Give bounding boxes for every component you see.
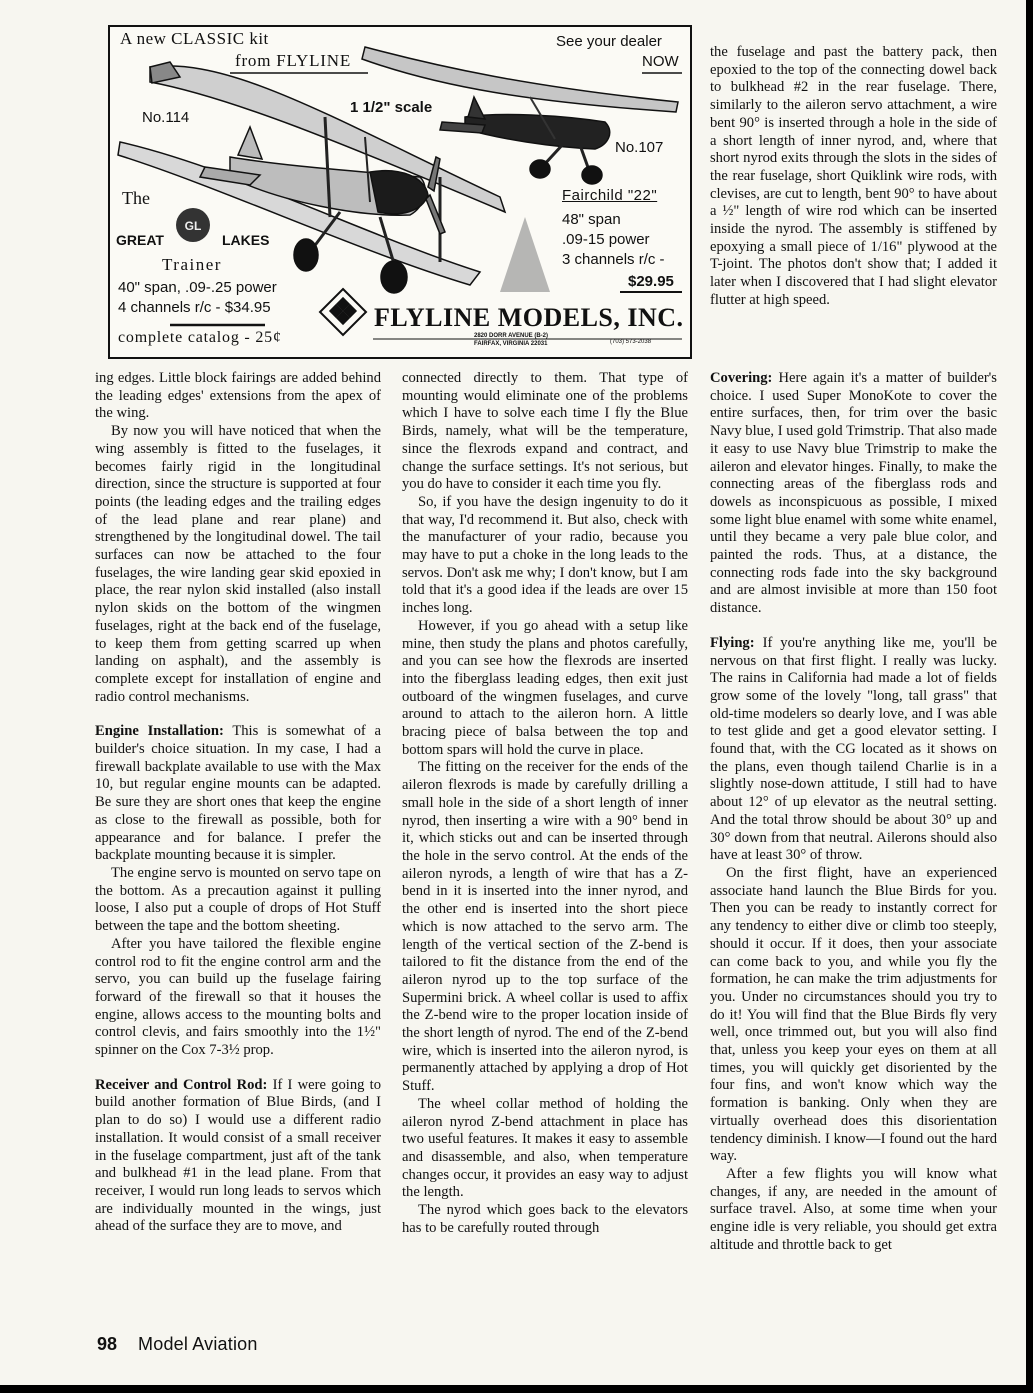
ad-trainer-text: Trainer bbox=[162, 255, 222, 274]
ad-great-lakes-price-text: 4 channels r/c - $34.95 bbox=[118, 299, 271, 316]
paragraph-text: Here again it's a matter of builder's choice. I used Super MonoKote to cover the entire surfaces, then, for trim over the basic Navy blue, I used gold Trimstrip. That also made it easy to use Navy blue Trimstrip to make the aileron and elevator hinges. Finally, to make the connecting areas of the fiberglass rods and dowels as inconspicuous as possible, I mixed some light blue enamel with some white enamel, until they became a very pale blue color, and painted the rods. Thus, at a distance, the connecting rods fade into the sky background and are almost invisible at more than 150 foot distance. bbox=[710, 370, 997, 617]
paragraph: On the first flight, have an experienced associate hand launch the Blue Birds for you. Then you can be ready to instantly correct for any tendency to either dive or climb too steeply, should it occur. If it does, then your associate can come back to you, and while you fly the formation, he can make the trim adjustments for you. Under no circumstances should you try to do it! You will find that the Blue Birds fly very well, once trimmed out, but you will also find that, unless you keep your eyes on them at all times, you will quickly get disoriented by the four fins, and won't know which way the formation is banking. Only when they are virtually overhead does this disorientation tendency diminish. I know—I found out the hard way. bbox=[710, 864, 997, 1165]
ad-great-text: GREAT bbox=[116, 232, 164, 248]
section-heading: Receiver and Control Rod: bbox=[95, 1076, 268, 1093]
ad-fairchild-power-text: .09-15 power bbox=[562, 231, 650, 248]
section-engine-installation bbox=[95, 723, 381, 865]
paragraph: By now you will have noticed that when the wing assembly is fitted to the fuselages, it becomes fairly rigid in the longitudinal direction, since the structure is supported at four points (the leading edges and the trailing edges of the lead plane and rear plane) and strengthened by the longitudinal dowel. The tail surfaces can now be attached to the four fuselages, the wire landing gear skid epoxied in place, the rear nylon skid installed (also install nylon skids on the bottom of the wingmen fuselages, right at the back end of the fuselage, to keep them from getting scarred up when landing on asphalt), and the assembly is complete except for installation of engine and radio control mechanisms. bbox=[95, 423, 381, 705]
paragraph: After you have tailored the flexible engine control rod to fit the engine control arm and the servo, you can build up the fuselage fairing forward of the firewall so that it houses the engine, allows access to the mounting bolts and control clevis, and fairs smoothly into the 1½" spinner on the Cox 7-3½ prop. bbox=[95, 935, 381, 1059]
ad-the-text: The bbox=[122, 188, 150, 208]
paragraph: The engine servo is mounted on servo tape on the bottom. As a precaution against it pulling loose, I also put a couple of drops of Hot Stuff between the tape and the bottom sheeting. bbox=[95, 864, 381, 935]
ad-address-line1: 2820 DORR AVENUE (B-2) bbox=[474, 333, 549, 339]
dotted-triangle-graphic bbox=[500, 217, 550, 292]
ad-new-kit-text: A new CLASSIC kit bbox=[120, 29, 269, 48]
ad-fairchild-price-text: $29.95 bbox=[628, 273, 674, 290]
article-column-3-bottom bbox=[710, 370, 997, 1254]
ad-scale-text: 1 1/2" scale bbox=[350, 99, 433, 116]
paragraph: The wheel collar method of holding the aileron nyrod Z-bend attachment in place has two useful features. It makes it easy to assemble and disassemble, and also, when temperature changes occur, it provides an easy way to adjust the length. bbox=[402, 1095, 688, 1201]
ad-company-name: FLYLINE MODELS, INC. bbox=[374, 303, 684, 332]
article-column-1 bbox=[95, 370, 381, 1236]
page-number: 98 bbox=[97, 1334, 118, 1354]
ad-from-flyline-text: from FLYLINE bbox=[235, 51, 352, 70]
paragraph: ing edges. Little block fairings are added behind the leading edges' extensions from the apex of the wing. bbox=[95, 370, 381, 422]
flyline-diamond-logo bbox=[320, 289, 366, 335]
paragraph: However, if you go ahead with a setup like mine, then study the plans and photos carefully, and you can see how the flexrods are inserted into the fiberglass leading edges, then exit just outboard of the wingmen fuselages, and curve around to attach to the aileron horn. A little bracing piece of balsa between the top and bottom spars will hold the curve in place. bbox=[402, 617, 688, 758]
ad-fairchild-title: Fairchild "22" bbox=[562, 187, 658, 204]
ad-now-text: NOW bbox=[642, 53, 679, 70]
great-lakes-logo bbox=[176, 208, 210, 242]
section-covering bbox=[710, 370, 997, 618]
paragraph: connected directly to them. That type of mounting would eliminate one of the problems which I have to solve each time I fly the Blue Birds, namely, what will be the temperature, since the flexrods expand and contract, and change the surface settings. It's not serious, but you do have to consider it each time you fly. bbox=[402, 370, 688, 493]
ad-phone: (703) 573-2038 bbox=[610, 339, 652, 345]
svg-text:GL: GL bbox=[184, 219, 202, 233]
ad-great-lakes-span-text: 40" span, .09-.25 power bbox=[118, 279, 277, 296]
paragraph: So, if you have the design ingenuity to do it that way, I'd recommend it. But also, check with the manufacturer of your radio, because you may have to put a choke in the long leads to the servos. Don't ask me why; I don't know, but I am told that it's a good idea if the leads are over 15 inches long. bbox=[402, 493, 688, 617]
section-heading: Flying: bbox=[710, 634, 755, 651]
section-heading: Covering: bbox=[710, 370, 773, 386]
paragraph: the fuselage and past the battery pack, then epoxied to the top of the connecting dowel back to bulkhead #2 in the rear fuselage. There, similarly to the aileron servo attachment, a wire bent 90° is inserted through a hole in the side of a short length of inner nyrod, and, where that short nyrod exits through the slots in the sides of the rear fuselage, short Quiklink wire rods, with clevises, are cut to length, bent 90° to have about a ½" length of wire rod which can be inserted inside the nyrod. The assembly is stiffened by epoxying a small piece of 1/16" plywood at the T-joint. The photos don't show that; I added it later when I discovered that I had slight elevator flutter at high speed. bbox=[710, 44, 997, 308]
magazine-name: Model Aviation bbox=[138, 1334, 258, 1354]
section-receiver-control-rod bbox=[95, 1077, 381, 1236]
paragraph: The fitting on the receiver for the ends of the aileron flexrods is made by carefully drilling a small hole in the side of a short length of inner nyrod, then inserting a wire with a 90° bend in it, which sticks out and can be inserted through the hole in the servo control. At the ends of the aileron nyrods, a length of wire that has a Z-bend in it is inserted into the inner nyrod, and the other end is inserted into the short piece which is now attached to the servo arm. The length of the vertical section of the Z-bend is tailored to fit the distance from the end of the aileron nyrod up to the top surface of the Supermini brick. A wheel collar is used to affix the Z-bend wire to the proper location inside of the short length of nyrod. The end of the Z-bend wire, which is inserted into the aileron nyrod, is permanently attached by applying a drop of Hot Stuff. bbox=[402, 759, 688, 1095]
ad-no114-text: No.114 bbox=[142, 109, 190, 126]
ad-fairchild-channels-text: 3 channels r/c - bbox=[562, 251, 665, 268]
flyline-advertisement bbox=[108, 25, 692, 359]
ad-see-dealer-text: See your dealer bbox=[556, 33, 662, 50]
paragraph-text: This is somewhat of a builder's choice situation. In my case, I had a firewall backplate available to use with the Max 10, but regular engine mounts can be adapted. Be sure they are short ones that keep the engine as close to the firewall as possible, both for appearance and for balance. I prefer the backplate mounting because it is simpler. bbox=[95, 723, 381, 864]
paragraph-text: If I were going to build another formation of Blue Birds, (and I plan to do so) I would use a different radio installation. It would consist of a small receiver in the fuselage compartment, just aft of the tank and bulkhead #1 in the lead plane. From that receiver, I would run long leads to servos which are individually mounted in the wings, just ahead of the surface they are to move, and bbox=[95, 1076, 381, 1235]
article-column-2 bbox=[402, 370, 688, 1237]
ad-no107-text: No.107 bbox=[615, 139, 664, 156]
section-flying bbox=[710, 635, 997, 865]
ad-catalog-text: complete catalog - 25¢ bbox=[118, 329, 282, 346]
article-column-3-top bbox=[710, 44, 997, 310]
paragraph-text: If you're anything like me, you'll be nervous on that first flight. I really was lucky. The rains in California had made a lot of fields grow some of the lovely "long, tall grass" that old-time modelers so dearly love, and I was able to test glide and get a good elevator setting. I found that, with the CG located as it shows on the plans, even though tailend Charlie is in a slightly nose-down attitude, I still had to have about 12° of up elevator as the neutral setting. And the total throw should be about 30° up and 30° down from that neutral. Ailerons should also have at least 30° of throw. bbox=[710, 634, 997, 864]
page-footer bbox=[97, 1334, 258, 1355]
paragraph: After a few flights you will know what changes, if any, are needed in the amount of surface travel. Also, at some time when your engine idle is very reliable, you should get extra altitude and throttle back to get bbox=[710, 1165, 997, 1253]
ad-fairchild-span-text: 48" span bbox=[562, 211, 621, 228]
ad-lakes-text: LAKES bbox=[222, 232, 270, 248]
section-heading: Engine Installation: bbox=[95, 723, 224, 740]
paragraph: The nyrod which goes back to the elevators has to be carefully routed through bbox=[402, 1202, 688, 1236]
ad-address-line2: FAIRFAX, VIRGINIA 22031 bbox=[474, 341, 548, 347]
